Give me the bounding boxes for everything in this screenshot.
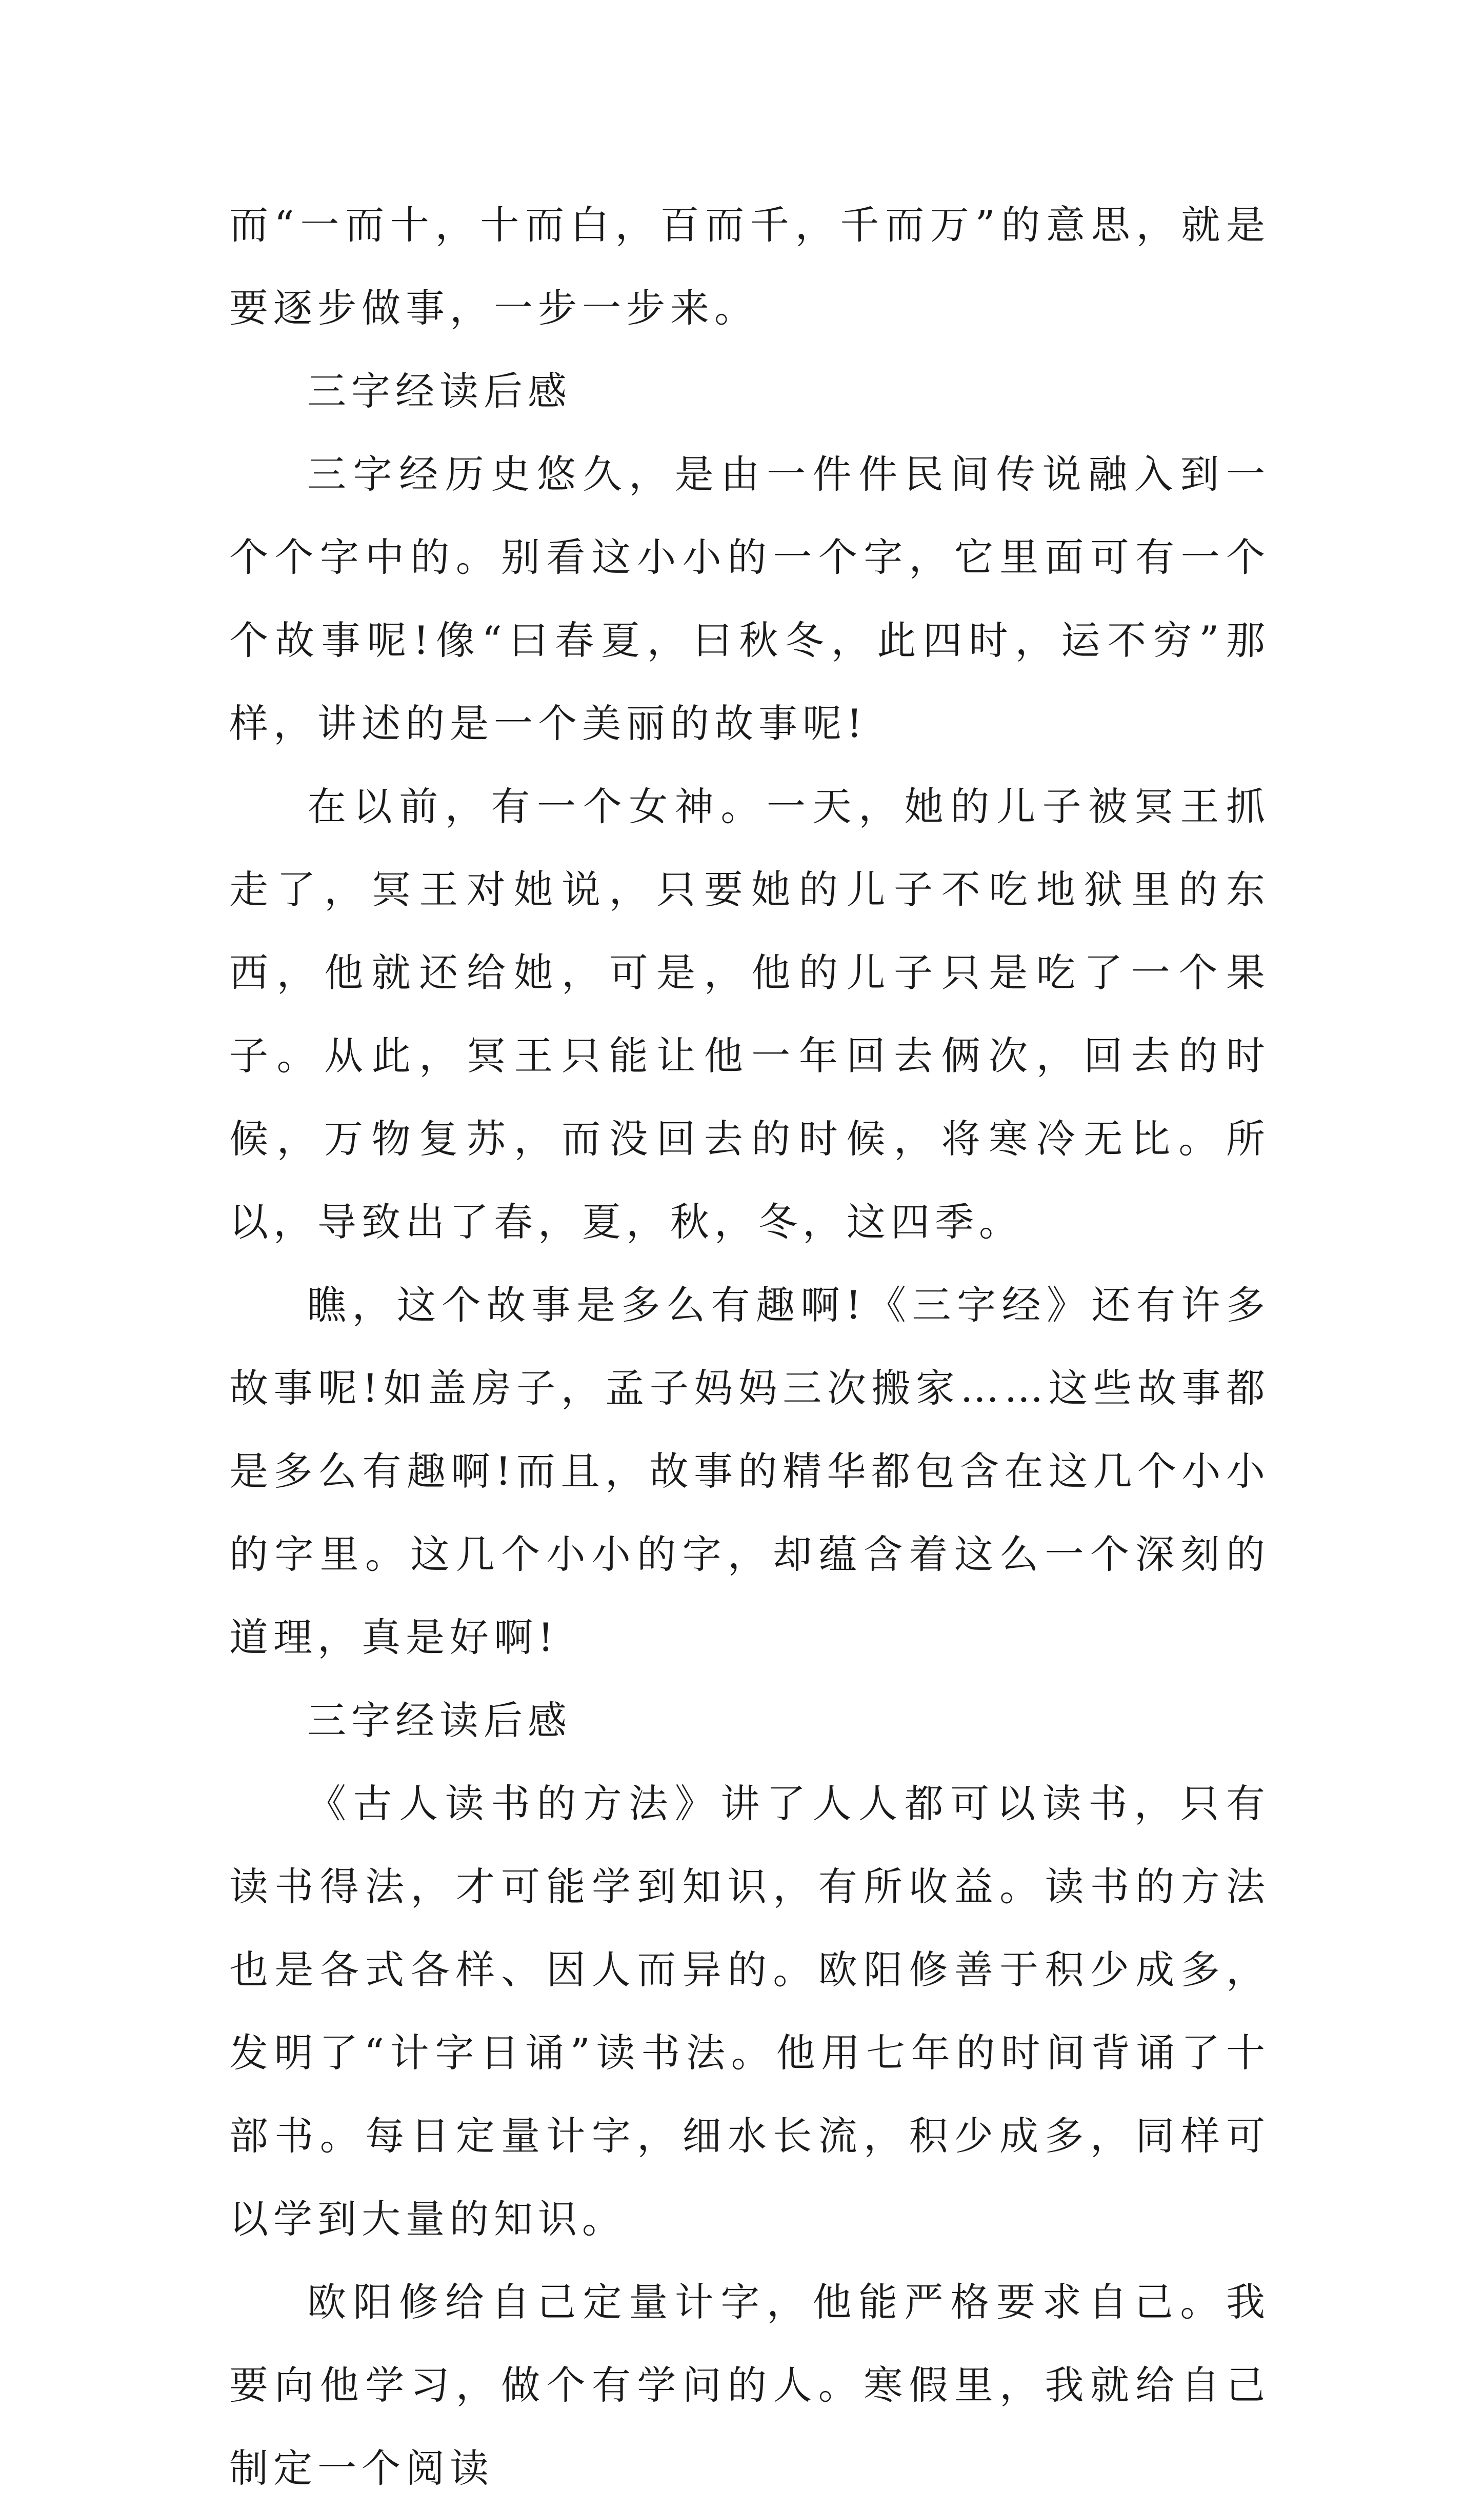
paragraph: 瞧，这个故事是多么有趣啊!《三字经》还有许多故事呢!如盖房子，孟子妈妈三次搬家……这些故事都是多么有趣啊!而且，故事的精华都包含在这几个小小的字里。这几个小小的字，却蕴含着这么一个深刻的道理，真是好啊! [229,1282,1270,1660]
section-heading: 三字经读后感 [307,368,572,414]
paragraph: 三字经历史悠久，是由一件件民间传说融入到一个个字中的。别看这小小的一个字，它里面可有一个个故事呢!像“曰春夏，曰秋冬，此四时，运不穷”那样，讲述的是一个美丽的故事呢! [229,451,1270,746]
paragraph: 在以前，有一个女神。一天，她的儿子被冥王抓走了，冥王对她说，只要她的儿子不吃地狱里的东西，他就还给她，可是，他的儿子只是吃了一个果子。从此，冥王只能让他一年回去俩次，回去的时候，万物复苏，而没回去的时候，将寒冷无比。所以，导致出了春，夏，秋，冬，这四季。 [229,784,1270,1245]
paragraph: 《古人读书的方法》讲了人人都可以读书，只有读书得法，才可能学到知识，有所收益。读书的方法也是各式各样、因人而异的。欧阳修善于积少成多，发明了“计字日诵”读书法。他用七年的时间背诵了十部书。每日定量计字，细水长流，积少成多，同样可以学到大量的知识。 [229,1781,1270,2242]
paragraph-continuation: 而“一而十，十而白，百而千，千而万”的意思，就是要逐步做事，一步一步来。 [229,202,1270,331]
paragraph: 欧阳修给自己定量计字，他能严格要求自己。我要向他学习，做个有学问的人。寒假里，我就给自己制定一个阅读 [229,2279,1270,2491]
section-heading: 三字经读后感 [307,1698,572,1743]
document-body [229,184,1270,2510]
